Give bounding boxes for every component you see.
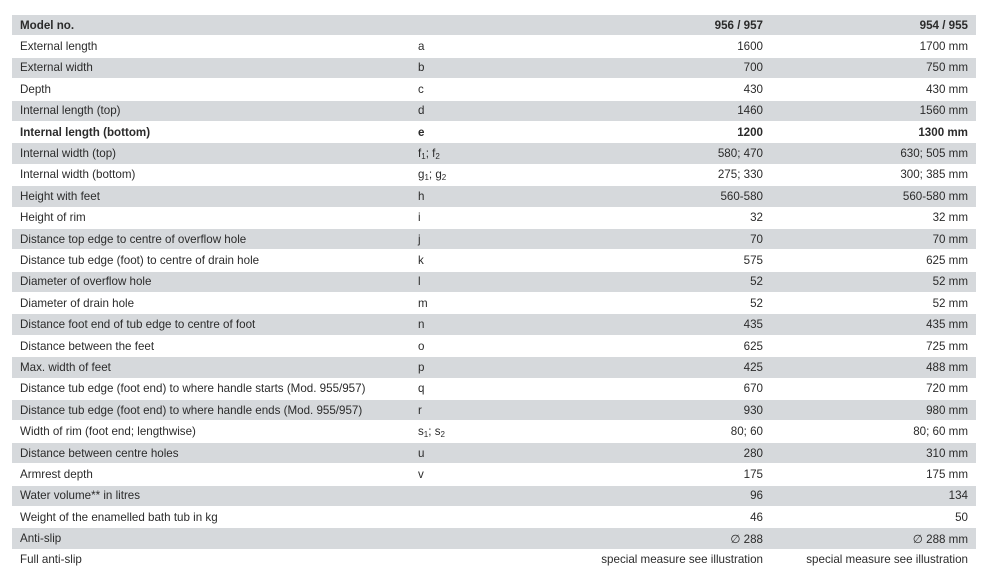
row-value-954-955: 175 mm (771, 464, 976, 485)
row-value-954-955: 720 mm (771, 378, 976, 399)
row-value-954-955: 630; 505 mm (771, 143, 976, 164)
row-label: Internal length (top) (12, 100, 413, 121)
row-label: Anti-slip (12, 528, 413, 549)
table-row (12, 79, 976, 100)
row-label: Diameter of overflow hole (12, 271, 413, 292)
row-label: Max. width of feet (12, 357, 413, 378)
row-symbol: h (413, 186, 586, 207)
row-value-954-955: 488 mm (771, 357, 976, 378)
row-value-956-957: 425 (586, 357, 771, 378)
row-label: Internal width (top) (12, 143, 413, 164)
row-value-956-957: 435 (586, 314, 771, 335)
row-label: Distance between centre holes (12, 442, 413, 463)
row-label: Distance tub edge (foot end) to where handle starts (Mod. 955/957) (12, 378, 413, 399)
table-row (12, 143, 976, 164)
row-value-956-957: 580; 470 (586, 143, 771, 164)
row-symbol (413, 528, 586, 549)
row-symbol (413, 506, 586, 527)
header-symbol (413, 15, 586, 36)
table-row (12, 164, 976, 185)
table-row (12, 271, 976, 292)
row-label: Depth (12, 79, 413, 100)
row-label: Height of rim (12, 207, 413, 228)
table-row (12, 314, 976, 335)
row-value-954-955: 50 (771, 506, 976, 527)
row-label: Internal width (bottom) (12, 164, 413, 185)
row-symbol: o (413, 335, 586, 356)
row-value-954-955: 980 mm (771, 400, 976, 421)
table-row (12, 36, 976, 57)
table-row (12, 100, 976, 121)
row-value-954-955: 52 mm (771, 271, 976, 292)
row-value-956-957: 52 (586, 293, 771, 314)
table-header-row (12, 15, 976, 36)
row-value-956-957: 430 (586, 79, 771, 100)
spec-table (12, 15, 976, 571)
row-value-956-957: 96 (586, 485, 771, 506)
row-label: Height with feet (12, 186, 413, 207)
row-value-954-955: 32 mm (771, 207, 976, 228)
table-row (12, 186, 976, 207)
row-value-956-957: 1460 (586, 100, 771, 121)
row-symbol: d (413, 100, 586, 121)
row-label: Distance top edge to centre of overflow hole (12, 228, 413, 249)
row-value-956-957: 280 (586, 442, 771, 463)
row-label: Distance tub edge (foot) to centre of drain hole (12, 250, 413, 271)
row-symbol: c (413, 79, 586, 100)
row-label: Full anti-slip (12, 549, 413, 570)
row-symbol: e (413, 121, 586, 142)
table-row (12, 250, 976, 271)
row-symbol: n (413, 314, 586, 335)
row-label: Distance between the feet (12, 335, 413, 356)
table-row (12, 528, 976, 549)
row-label: Internal length (bottom) (12, 121, 413, 142)
row-symbol: r (413, 400, 586, 421)
row-value-954-955: 430 mm (771, 79, 976, 100)
row-value-956-957: 1600 (586, 36, 771, 57)
row-value-956-957: 560-580 (586, 186, 771, 207)
row-value-956-957: 1200 (586, 121, 771, 142)
row-symbol: q (413, 378, 586, 399)
header-model-956-957: 956 / 957 (586, 15, 771, 36)
row-label: Distance foot end of tub edge to centre of foot (12, 314, 413, 335)
row-value-954-955: 52 mm (771, 293, 976, 314)
table-row (12, 421, 976, 442)
table-row (12, 57, 976, 78)
row-label: External width (12, 57, 413, 78)
row-symbol: b (413, 57, 586, 78)
row-value-956-957: 52 (586, 271, 771, 292)
row-symbol: $f_1$; $f_2$ (413, 143, 586, 164)
row-value-956-957: 46 (586, 506, 771, 527)
row-value-954-955: 310 mm (771, 442, 976, 463)
row-value-954-955: 625 mm (771, 250, 976, 271)
row-symbol: i (413, 207, 586, 228)
row-symbol (413, 549, 586, 570)
table-row (12, 335, 976, 356)
row-label: Diameter of drain hole (12, 293, 413, 314)
row-symbol: $s_1$; $s_2$ (413, 421, 586, 442)
table-row (12, 207, 976, 228)
row-value-956-957: 670 (586, 378, 771, 399)
table-row (12, 464, 976, 485)
row-value-954-955: 725 mm (771, 335, 976, 356)
row-value-956-957: 930 (586, 400, 771, 421)
table-row (12, 485, 976, 506)
table-row (12, 400, 976, 421)
row-value-954-955: 300; 385 mm (771, 164, 976, 185)
row-value-954-955: 1700 mm (771, 36, 976, 57)
table-row (12, 228, 976, 249)
row-value-954-955: 1560 mm (771, 100, 976, 121)
row-value-954-955: ∅ 288 mm (771, 528, 976, 549)
table-row (12, 293, 976, 314)
row-symbol: j (413, 228, 586, 249)
row-label: External length (12, 36, 413, 57)
row-label: Water volume** in litres (12, 485, 413, 506)
row-symbol: v (413, 464, 586, 485)
header-label: Model no. (12, 15, 413, 36)
table-row (12, 442, 976, 463)
row-label: Weight of the enamelled bath tub in kg (12, 506, 413, 527)
row-symbol: $g_1$; $g_2$ (413, 164, 586, 185)
row-label: Width of rim (foot end; lengthwise) (12, 421, 413, 442)
row-value-954-955: 435 mm (771, 314, 976, 335)
row-value-956-957: 575 (586, 250, 771, 271)
table-row (12, 378, 976, 399)
spec-table-body (12, 15, 976, 571)
table-row (12, 357, 976, 378)
row-value-954-955: 70 mm (771, 228, 976, 249)
row-symbol: a (413, 36, 586, 57)
row-value-956-957: 70 (586, 228, 771, 249)
row-value-954-955: 750 mm (771, 57, 976, 78)
row-value-956-957: special measure see illustration (586, 549, 771, 570)
row-label: Armrest depth (12, 464, 413, 485)
row-symbol (413, 485, 586, 506)
row-value-954-955: 80; 60 mm (771, 421, 976, 442)
row-value-956-957: 275; 330 (586, 164, 771, 185)
row-symbol: p (413, 357, 586, 378)
row-symbol: u (413, 442, 586, 463)
row-value-956-957: 700 (586, 57, 771, 78)
row-value-956-957: 175 (586, 464, 771, 485)
table-row (12, 549, 976, 570)
row-label: Distance tub edge (foot end) to where handle ends (Mod. 955/957) (12, 400, 413, 421)
row-value-954-955: 560-580 mm (771, 186, 976, 207)
row-value-956-957: 80; 60 (586, 421, 771, 442)
header-model-954-955: 954 / 955 (771, 15, 976, 36)
row-symbol: k (413, 250, 586, 271)
row-value-956-957: 625 (586, 335, 771, 356)
row-value-954-955: special measure see illustration (771, 549, 976, 570)
table-row (12, 506, 976, 527)
row-symbol: l (413, 271, 586, 292)
row-value-954-955: 1300 mm (771, 121, 976, 142)
row-value-956-957: ∅ 288 (586, 528, 771, 549)
row-value-956-957: 32 (586, 207, 771, 228)
table-row (12, 121, 976, 142)
row-symbol: m (413, 293, 586, 314)
row-value-954-955: 134 (771, 485, 976, 506)
